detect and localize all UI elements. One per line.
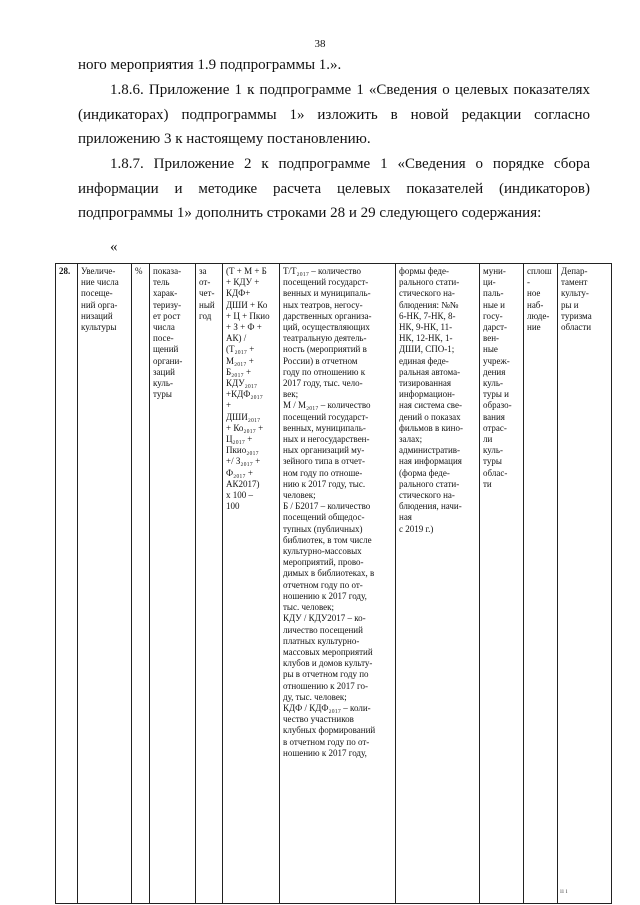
cell-text-line: ная информация — [399, 456, 462, 467]
cell-text-line: куль- — [483, 378, 503, 389]
cell-text-line: куль- — [483, 445, 503, 456]
cell-text-line: зейного типа в отчет- — [283, 456, 365, 467]
cell-text-line: органи- — [153, 355, 183, 366]
cell-text-line: стического на- — [399, 490, 455, 501]
cell-text-line: от- — [199, 277, 211, 288]
cell-text-line: ная система све- — [399, 400, 462, 411]
cell-text-line: КДФ+ — [226, 288, 251, 299]
cell-text-line: чет- — [199, 288, 215, 299]
cell-text-line: венных и муниципаль- — [283, 288, 371, 299]
cell-text-line: ций, осуществляющих — [283, 322, 370, 333]
paragraph-continuation: ного мероприятия 1.9 подпрограммы 1.». — [78, 57, 342, 73]
unit-cell: % — [132, 264, 150, 904]
page-number: 38 — [314, 38, 326, 50]
cell-text-line: залах; — [399, 434, 423, 445]
cell-text-line: туры — [153, 389, 172, 400]
cell-text-line: + Ц + Пкио — [226, 310, 270, 321]
cell-text-line: посе- — [153, 333, 174, 344]
cell-text-line: ет рост — [153, 310, 181, 321]
cell-text-line: ношению к 2017 году, — [283, 590, 367, 601]
cell-text-line: туризма — [561, 310, 592, 321]
cell-text-line: фильмов в кино- — [399, 422, 463, 433]
cell-text-line: НК, 12-НК, 1- — [399, 333, 453, 344]
cell-text-line: заций — [153, 366, 175, 377]
cell-text-line: ное — [527, 288, 541, 299]
cell-text-line: АК) / — [226, 333, 247, 344]
cell-text-line: тель — [153, 277, 170, 288]
cell-text-line: России) в отчетном — [283, 355, 358, 366]
cell-text-line: мероприятий, прово- — [283, 557, 364, 568]
cell-text-line: М / М₂₀₁₇ – количество — [283, 400, 371, 411]
cell-text-line: 100 — [226, 501, 240, 512]
cell-text-line: год — [199, 310, 212, 321]
cell-text-line: паль- — [483, 288, 504, 299]
cell-text-line: культу- — [561, 288, 589, 299]
cell-text-line: нию к 2017 году, тыс. — [283, 478, 366, 489]
cell-text-line: показа- — [153, 266, 182, 276]
paragraph-1-8-6: 1.8.6. Приложение 1 к подпрограмме 1 «Сведения о целевых показателях (индикаторах) подпрограммы 1» изложить в новой редакции согласно приложению 3 к настоящему постановлению. — [78, 82, 590, 147]
responsible-cell — [558, 264, 612, 904]
cell-text-line: АК2017) — [226, 478, 260, 489]
cell-text-line: туры — [483, 456, 502, 467]
cell-text-line: числа — [153, 322, 175, 333]
table-row — [56, 264, 612, 904]
indicators-table — [55, 263, 612, 904]
cell-text-line: век; — [283, 389, 299, 400]
cell-text-line: ры в отчетном году по — [283, 669, 369, 680]
cell-text-line: ный — [199, 299, 215, 310]
cell-text-line: стического на- — [399, 288, 455, 299]
cell-text-line: личество посещений — [283, 624, 363, 635]
cell-text-line: посещений государст- — [283, 411, 369, 422]
cell-text-line: блюдения: №№ — [399, 299, 459, 310]
cell-text-line: низаций — [81, 310, 113, 321]
cell-text-line: Ф₂₀₁₇ + — [226, 467, 253, 478]
cell-text-line: тамент — [561, 277, 588, 288]
cell-text-line: КДФ / КДФ₂₀₁₇ – коли- — [283, 702, 371, 713]
cell-text-line: с 2019 г.) — [399, 523, 434, 534]
cell-text-line: формы феде- — [399, 266, 449, 276]
cell-text-line: госу- — [483, 310, 503, 321]
cell-text-line: рального стати- — [399, 478, 460, 489]
cell-text-line: +/ З₂₀₁₇ + — [226, 456, 261, 467]
cell-text-line: Б / Б2017 – количество — [283, 501, 371, 512]
cell-text-line: театральную деятель- — [283, 333, 367, 344]
cell-text-line: ные — [483, 344, 498, 355]
indicator-name-cell — [78, 264, 132, 904]
cell-text-line: наб- — [527, 299, 544, 310]
cell-text-line: вен- — [483, 333, 500, 344]
cell-text-line: человек; — [283, 490, 316, 501]
cell-text-line: году по отношению к — [283, 366, 366, 377]
cell-text-line: образо- — [483, 400, 512, 411]
cell-text-line: чество участников — [283, 714, 354, 725]
cell-text-line: ДШИ₂₀₁₇ — [226, 411, 261, 422]
cell-text-line: клубных формирований — [283, 725, 376, 736]
coverage-cell — [524, 264, 558, 904]
cell-text-line: 2017 году, тыс. чело- — [283, 378, 363, 389]
formula-cell — [223, 264, 280, 904]
cell-text-line: куль- — [153, 378, 173, 389]
cell-text-line: отношению к 2017 го- — [283, 680, 368, 691]
cell-text-line: х 100 – — [226, 490, 253, 501]
cell-text-line: ний орга- — [81, 299, 118, 310]
cell-text-line: библиотек, в том числе — [283, 534, 372, 545]
cell-text-line: вания — [483, 411, 505, 422]
cell-text-line: Т/Т₂₀₁₇ – количество — [283, 266, 362, 276]
cell-text-line: Депар- — [561, 266, 588, 276]
cell-text-line: КДУ₂₀₁₇ — [226, 378, 258, 389]
cell-text-line: (Т₂₀₁₇ + — [226, 344, 255, 355]
row-number-cell: 28. — [56, 264, 78, 904]
opening-quote-mark: « — [110, 239, 118, 255]
cell-text-line: дарст- — [483, 322, 507, 333]
cell-text-line: НК, 9-НК, 11- — [399, 322, 453, 333]
cell-text-line: Увеличе- — [81, 266, 116, 276]
cell-text-line: ДШИ + Ко — [226, 299, 268, 310]
cell-text-line: ные и — [483, 299, 505, 310]
cell-text-line: дений о показах — [399, 411, 461, 422]
cell-text-line: ных театров, негосу- — [283, 299, 363, 310]
cell-text-line: дения — [483, 366, 506, 377]
cell-text-line: + КДУ + — [226, 277, 260, 288]
cell-text-line: ная — [399, 512, 412, 523]
cell-text-line: административ- — [399, 445, 461, 456]
data-source-cell — [396, 264, 480, 904]
cell-text-line: (форма феде- — [399, 467, 450, 478]
cell-text-line: ти — [483, 478, 492, 489]
cell-text-line: рального стати- — [399, 277, 460, 288]
cell-text-line: + — [226, 400, 232, 411]
period-cell — [196, 264, 223, 904]
definitions-cell — [280, 264, 396, 904]
cell-text-line: М₂₀₁₇ + — [226, 355, 254, 366]
cell-text-line: Пкио₂₀₁₇ — [226, 445, 259, 456]
cell-text-line: посещений государст- — [283, 277, 369, 288]
cell-text-line: КДУ / КДУ2017 – ко- — [283, 613, 366, 624]
cell-text-line: посеще- — [81, 288, 113, 299]
cell-text-line: отчетном году по от- — [283, 579, 363, 590]
cell-text-line: блюдения, начи- — [399, 501, 462, 512]
cell-text-line: учреж- — [483, 355, 510, 366]
cell-text-line: в отчетном году по от- — [283, 736, 370, 747]
observation-unit-cell — [480, 264, 524, 904]
cell-text-line: ных и негосударствен- — [283, 434, 370, 445]
cell-text-line: муни- — [483, 266, 506, 276]
cell-text-line: дарственных организа- — [283, 310, 372, 321]
cell-text-line: Ц₂₀₁₇ + — [226, 434, 253, 445]
cell-text-line: тупных (публичных) — [283, 523, 363, 534]
cell-text-line: димых в библиотеках, в — [283, 568, 375, 579]
cell-text-line: массовых мероприятий — [283, 646, 373, 657]
cell-text-line: Б₂₀₁₇ + — [226, 366, 252, 377]
cell-text-line: культуры — [81, 322, 117, 333]
cell-text-line: 6-НК, 7-НК, 8- — [399, 310, 456, 321]
characteristic-cell — [150, 264, 196, 904]
cell-text-line: ных организаций му- — [283, 445, 365, 456]
cell-text-line: венных, муниципаль- — [283, 422, 366, 433]
cell-text-line: ношению к 2017 году, — [283, 747, 367, 758]
cell-text-line: единая феде- — [399, 355, 449, 366]
cell-text-line: + З + Ф + — [226, 322, 262, 333]
cell-text-line: харак- — [153, 288, 178, 299]
cell-text-line: платных культурно- — [283, 635, 360, 646]
cell-text-line: за — [199, 266, 207, 276]
cell-text-line: отрас- — [483, 422, 507, 433]
cell-text-line: (Т + М + Б — [226, 266, 267, 276]
paragraph-1-8-7: 1.8.7. Приложение 2 к подпрограмме 1 «Сведения о порядке сбора информации и методике расчета целевых показателей (индикаторов) подпрограммы 1» дополнить строками 28 и 29 следующего содержания: — [78, 156, 590, 221]
cell-text-line: + Ко₂₀₁₇ + — [226, 422, 264, 433]
cell-text-line: ном году по отноше- — [283, 467, 363, 478]
cell-text-line: тыс. человек; — [283, 602, 335, 613]
cell-text-line: ду, тыс. человек; — [283, 691, 347, 702]
cell-text-line: области — [561, 322, 592, 333]
scan-mark: ıı ı — [560, 887, 568, 895]
cell-text-line: +КДФ₂₀₁₇ — [226, 389, 263, 400]
cell-text-line: ние — [527, 322, 541, 333]
cell-text-line: ние числа — [81, 277, 119, 288]
cell-text-line: ли — [483, 434, 493, 445]
cell-text-line: теризу- — [153, 299, 182, 310]
cell-text-line: сплош- — [527, 266, 552, 288]
cell-text-line: облас- — [483, 467, 508, 478]
cell-text-line: ность (мероприятий в — [283, 344, 367, 355]
cell-text-line: ДШИ, СПО-1; — [399, 344, 455, 355]
cell-text-line: щений — [153, 344, 179, 355]
cell-text-line: ры и — [561, 299, 579, 310]
cell-text-line: клубов и домов культу- — [283, 658, 373, 669]
cell-text-line: ци- — [483, 277, 496, 288]
cell-text-line: посещений общедос- — [283, 512, 365, 523]
cell-text-line: туры и — [483, 389, 509, 400]
cell-text-line: информацион- — [399, 389, 455, 400]
cell-text-line: ральная автома- — [399, 366, 461, 377]
cell-text-line: люде- — [527, 310, 550, 321]
cell-text-line: культурно-массовых — [283, 546, 362, 557]
cell-text-line: тизированная — [399, 378, 452, 389]
